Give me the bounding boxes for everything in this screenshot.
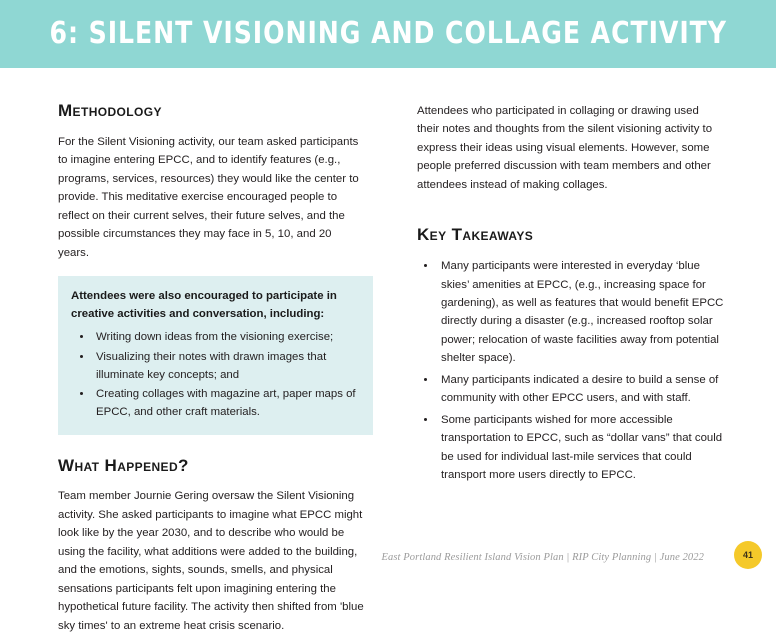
- what-happened-paragraph: Team member Journie Gering oversaw the Silent Visioning activity. She asked participants to imagine what EPCC might look like by the year 2030, and to describe who would be using the facility, what additions were added to the building, and the emotions, sights, sounds, smells, and physical sensations participants felt upon imagining entering the hypothetical future facility. The activity then shifted from 'blue sky times' to an extreme heat crisis scenario.: [58, 490, 364, 632]
- methodology-paragraph: For the Silent Visioning activity, our team asked participants to imagine entering EPCC, and to identify features (e.g., programs, services, resources) they would like the center to provide. This meditative exercise encouraged people to reflect on their current selves, their future selves, and the possible circumstances they may face in 5, 10, and 20 years.: [58, 135, 359, 259]
- methodology-heading: Methodology: [58, 101, 162, 120]
- callout-list: [71, 328, 360, 421]
- page-title: 6: SILENT VISIONING AND COLLAGE ACTIVITY: [49, 16, 727, 51]
- list-item: • Creating collages with magazine art, paper maps of EPCC, and other craft materials.: [93, 385, 360, 422]
- column-spacer: [417, 208, 724, 226]
- collaging-intro-paragraph: Attendees who participated in collaging or drawing used their notes and thoughts from the silent visioning activity to express their ideas using visual elements. However, some people preferred discussion with team members and other attendees instead of making collages.: [417, 105, 713, 191]
- left-column: [58, 101, 365, 632]
- right-column: [417, 102, 724, 538]
- page-footer: [0, 538, 776, 600]
- footer-citation: East Portland Resilient Island Vision Plan | RIP City Planning | June 2022: [381, 552, 704, 563]
- page-number: 41: [742, 549, 753, 560]
- list-item: • Many participants were interested in everyday ‘blue skies’ amenities at EPCC, (e.g., increasing space for gardening), as well as features that would benefit EPCC directly during a disaster (e.g., increased rooftop solar power; relocation of waste facilities away from potential shelter space).: [437, 257, 724, 368]
- what-happened-heading: What Happened?: [58, 455, 189, 475]
- list-item: • Some participants wished for more accessible transportation to EPCC, such as “dollar vans” that could be used for individual last-mile services that could transport more users directly to EPCC.: [437, 411, 724, 485]
- page-number-badge: [734, 541, 762, 569]
- callout-intro-text: Attendees were also encouraged to participate in creative activities and conversation, including:: [71, 289, 337, 320]
- page-header-banner: [0, 0, 776, 68]
- list-item: • Writing down ideas from the visioning exercise;: [93, 328, 360, 346]
- key-takeaways-heading: Key Takeaways: [417, 225, 534, 245]
- key-takeaways-list: [417, 257, 724, 485]
- list-item: • Visualizing their notes with drawn images that illuminate key concepts; and: [93, 348, 360, 385]
- creative-activities-callout: [58, 276, 373, 435]
- list-item: • Many participants indicated a desire to build a sense of community with other EPCC users, and with staff.: [437, 371, 724, 408]
